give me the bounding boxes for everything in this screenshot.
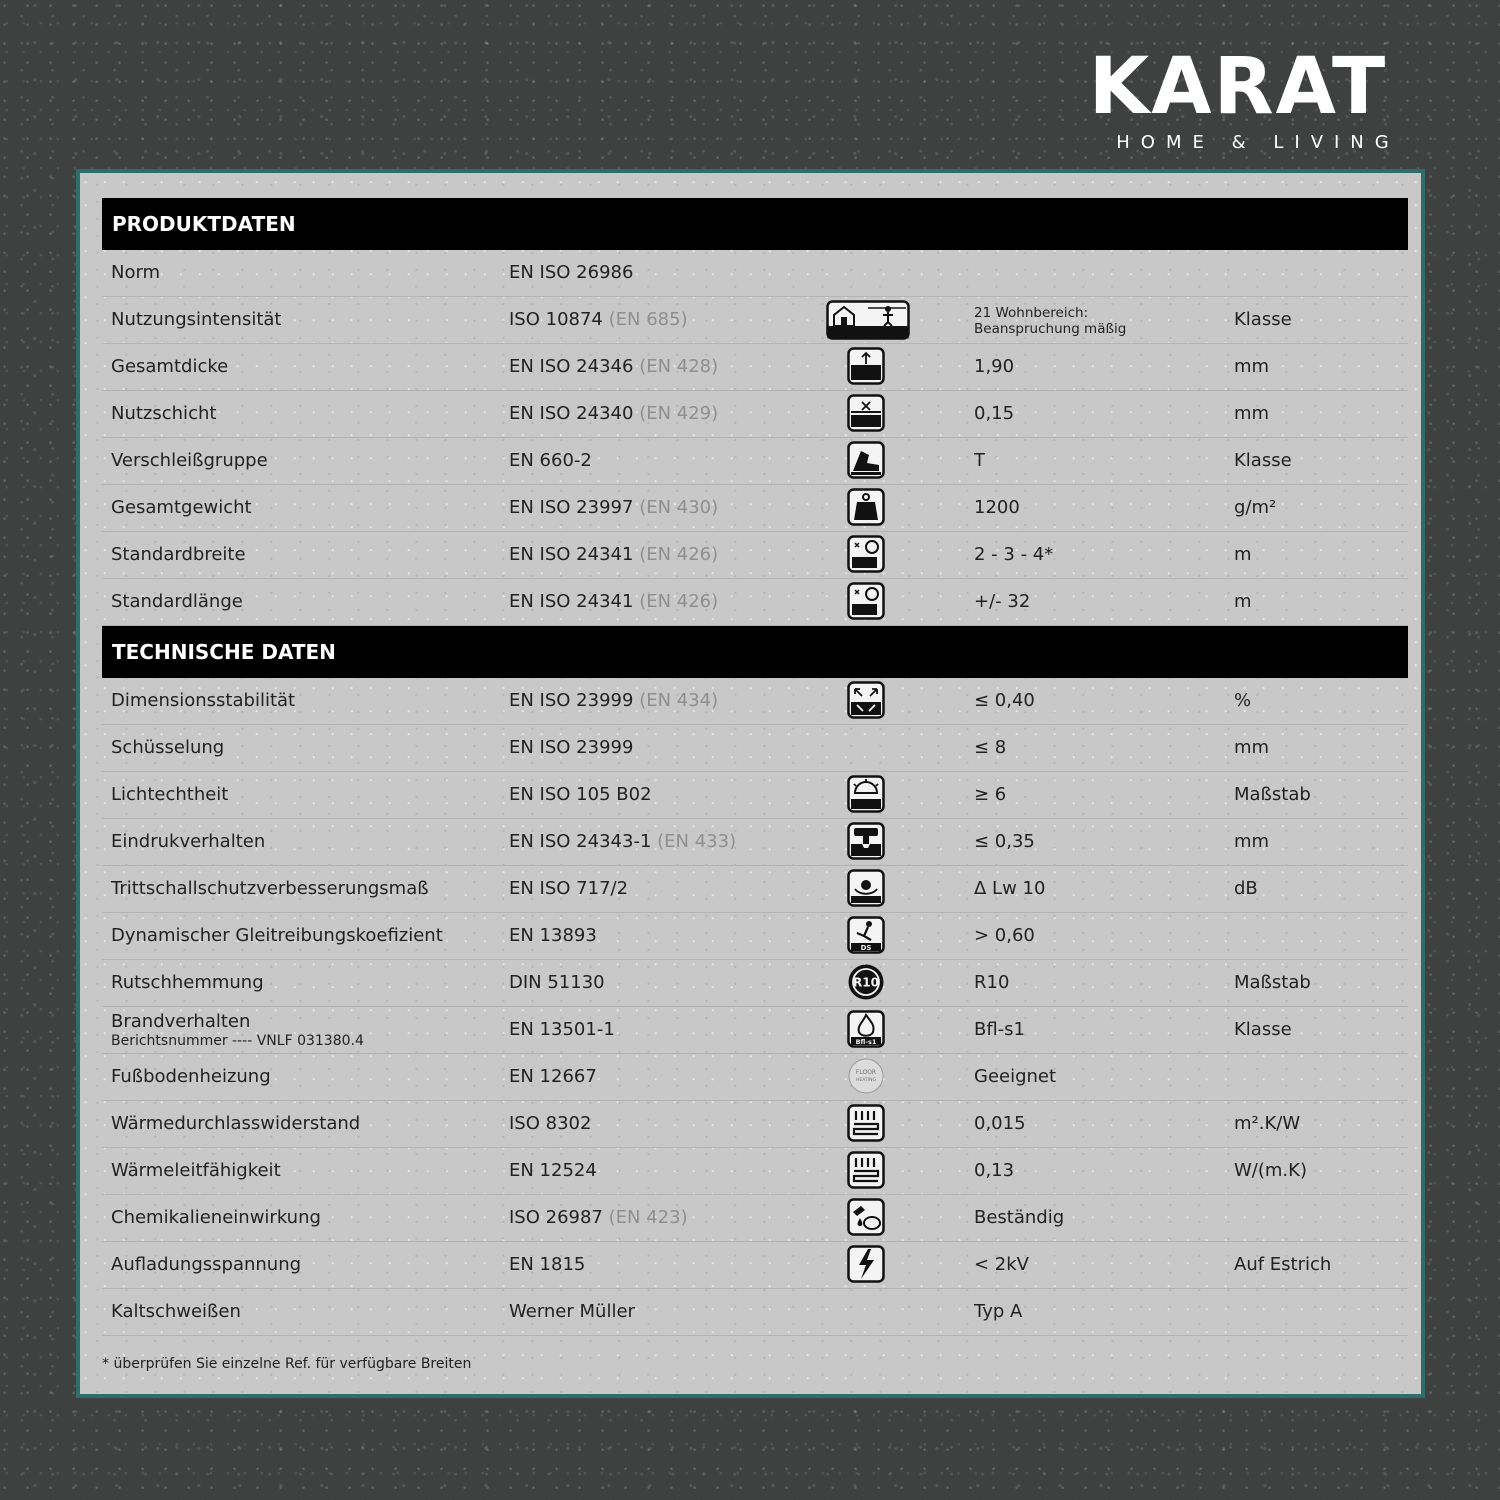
row-unit: m — [1234, 591, 1252, 612]
row-label: Nutzschicht — [111, 403, 217, 424]
row-label: Schüsselung — [111, 737, 225, 758]
brand-logo — [1028, 42, 1448, 153]
norm-primary: EN ISO 24341 — [509, 591, 634, 612]
norm-primary: EN ISO 23999 — [509, 737, 634, 758]
row-label: Norm — [111, 262, 161, 283]
row-value: T — [974, 450, 985, 471]
row-norm — [509, 438, 592, 484]
norm-alternative: (EN 685) — [608, 309, 688, 330]
row-unit: Klasse — [1234, 309, 1292, 330]
norm-primary: DIN 51130 — [509, 972, 605, 993]
row-value: Beständig — [974, 1207, 1065, 1228]
row-norm — [509, 532, 718, 578]
r10-badge-icon — [847, 963, 887, 1003]
row-value: Bfl-s1 — [974, 1019, 1026, 1040]
norm-primary: EN ISO 23997 — [509, 497, 634, 518]
row-norm — [509, 960, 605, 1006]
norm-alternative: (EN 428) — [639, 356, 719, 377]
row-value: 0,15 — [974, 403, 1015, 424]
row-label: Lichtechtheit — [111, 784, 229, 805]
norm-primary: EN 13893 — [509, 925, 597, 946]
norm-alternative: (EN 426) — [639, 591, 719, 612]
row-unit: Klasse — [1234, 450, 1292, 471]
row-norm — [509, 1054, 597, 1100]
row-label: Gesamtdicke — [111, 356, 229, 377]
footnote: * überprüfen Sie einzelne Ref. für verfügbare Breiten — [102, 1356, 472, 1372]
row-value: +/- 32 — [974, 591, 1031, 612]
norm-primary: EN ISO 23999 — [509, 690, 634, 711]
norm-primary: EN ISO 24340 — [509, 403, 634, 424]
table-row — [102, 913, 1408, 960]
row-value: 0,015 — [974, 1113, 1026, 1134]
brand-tagline: HOME & LIVING — [1116, 132, 1400, 153]
table-row — [102, 532, 1408, 579]
row-label: Standardlänge — [111, 591, 243, 612]
row-label: Wärmeleitfähigkeit — [111, 1160, 281, 1181]
row-value: 0,13 — [974, 1160, 1015, 1181]
table-row — [102, 297, 1408, 344]
row-norm — [509, 866, 628, 912]
svg-text:R10: R10 — [853, 975, 879, 990]
table-row — [102, 678, 1408, 725]
row-norm — [509, 1242, 585, 1288]
row-value: > 0,60 — [974, 925, 1035, 946]
norm-primary: ISO 26987 — [509, 1207, 603, 1228]
row-unit: mm — [1234, 356, 1270, 377]
norm-primary: EN ISO 24346 — [509, 356, 634, 377]
row-value-line1: 21 Wohnbereich: — [974, 305, 1089, 321]
slip-ds-icon — [847, 916, 887, 956]
norm-primary: ISO 10874 — [509, 309, 603, 330]
norm-primary: EN ISO 24343-1 — [509, 831, 652, 852]
row-label: Rutschhemmung — [111, 972, 264, 993]
thermal-conductivity-icon — [847, 1151, 887, 1191]
table-row — [102, 579, 1408, 626]
row-norm — [509, 485, 718, 531]
table-row — [102, 1195, 1408, 1242]
row-label: Dynamischer Gleitreibungskoefizient — [111, 925, 443, 946]
row-norm — [509, 344, 718, 390]
row-label: Chemikalieneinwirkung — [111, 1207, 321, 1228]
norm-alternative: (EN 426) — [639, 544, 719, 565]
light-fastness-icon — [847, 775, 887, 815]
norm-alternative: (EN 434) — [639, 690, 719, 711]
norm-primary: Werner Müller — [509, 1301, 635, 1322]
table-row — [102, 725, 1408, 772]
section-header-0: PRODUKTDATEN — [102, 198, 1408, 250]
row-norm — [509, 772, 652, 818]
row-value: 2 - 3 - 4* — [974, 544, 1054, 565]
row-label: Aufladungsspannung — [111, 1254, 302, 1275]
table-row — [102, 1242, 1408, 1289]
row-label: Trittschallschutzverbesserungsmaß — [111, 878, 429, 899]
row-value: 1,90 — [974, 356, 1015, 377]
wear-group-icon — [847, 441, 887, 481]
row-unit: m².K/W — [1234, 1113, 1301, 1134]
wear-layer-icon — [847, 394, 887, 434]
row-unit: mm — [1234, 403, 1270, 424]
row-unit: Maßstab — [1234, 972, 1311, 993]
row-value: Geeignet — [974, 1066, 1057, 1087]
product-data-sheet — [76, 169, 1425, 1398]
row-norm — [509, 1007, 615, 1053]
norm-primary: EN ISO 105 B02 — [509, 784, 652, 805]
row-norm — [509, 1101, 591, 1147]
row-unit: Auf Estrich — [1234, 1254, 1332, 1275]
row-unit: dB — [1234, 878, 1258, 899]
row-norm — [509, 579, 718, 625]
norm-primary: EN ISO 717/2 — [509, 878, 629, 899]
row-label: Kaltschweißen — [111, 1301, 241, 1322]
row-label: Brandverhalten — [111, 1011, 251, 1032]
row-norm — [509, 1148, 597, 1194]
indentation-icon — [847, 822, 887, 862]
row-value: Typ A — [974, 1301, 1023, 1322]
row-norm — [509, 819, 736, 865]
table-row — [102, 1289, 1408, 1336]
row-value: ≤ 0,35 — [974, 831, 1035, 852]
row-label: Verschleißgruppe — [111, 450, 268, 471]
row-norm — [509, 913, 597, 959]
row-unit: % — [1234, 690, 1252, 711]
weight-icon — [847, 488, 887, 528]
row-value: ≥ 6 — [974, 784, 1007, 805]
norm-alternative: (EN 429) — [639, 403, 719, 424]
row-sublabel: Berichtsnummer ---- VNLF 031380.4 — [111, 1033, 364, 1049]
table-row — [102, 344, 1408, 391]
row-label: Fußbodenheizung — [111, 1066, 271, 1087]
row-unit: Maßstab — [1234, 784, 1311, 805]
row-label: Standardbreite — [111, 544, 246, 565]
norm-alternative: (EN 423) — [608, 1207, 688, 1228]
row-norm — [509, 250, 633, 296]
norm-primary: ISO 8302 — [509, 1113, 592, 1134]
norm-primary: EN 660-2 — [509, 450, 592, 471]
row-norm — [509, 1195, 688, 1241]
static-charge-icon — [847, 1245, 887, 1285]
row-label: Dimensionsstabilität — [111, 690, 296, 711]
norm-alternative: (EN 433) — [657, 831, 737, 852]
row-unit: W/(m.K) — [1234, 1160, 1307, 1181]
floor-heating-icon — [847, 1057, 887, 1097]
table-row — [102, 391, 1408, 438]
row-value: < 2kV — [974, 1254, 1029, 1275]
norm-primary: EN ISO 26986 — [509, 262, 634, 283]
table-row — [102, 1007, 1408, 1054]
svg-text:Bfl-s1: Bfl-s1 — [855, 1038, 877, 1046]
table-row — [102, 960, 1408, 1007]
row-norm — [509, 391, 718, 437]
total-thickness-icon — [847, 347, 887, 387]
row-label: Gesamtgewicht — [111, 497, 252, 518]
row-value: R10 — [974, 972, 1010, 993]
row-unit: mm — [1234, 737, 1270, 758]
norm-primary: EN 13501-1 — [509, 1019, 615, 1040]
svg-text:FLOOR: FLOOR — [855, 1069, 877, 1076]
house-person-class-21-icon — [826, 300, 866, 340]
roll-width-icon — [847, 535, 887, 575]
row-unit: m — [1234, 544, 1252, 565]
row-label: Wärmedurchlasswiderstand — [111, 1113, 361, 1134]
row-norm — [509, 725, 633, 771]
norm-primary: EN 12524 — [509, 1160, 597, 1181]
table-row — [102, 438, 1408, 485]
row-unit: Klasse — [1234, 1019, 1292, 1040]
row-value: Δ Lw 10 — [974, 878, 1046, 899]
row-norm — [509, 1289, 635, 1335]
table-row — [102, 819, 1408, 866]
table-row — [102, 866, 1408, 913]
table-row — [102, 250, 1408, 297]
svg-text:HEATING: HEATING — [856, 1078, 876, 1083]
table-row — [102, 1148, 1408, 1195]
fire-bfl-s1-icon — [847, 1010, 887, 1050]
row-value: ≤ 0,40 — [974, 690, 1035, 711]
row-norm — [509, 297, 688, 343]
table-row — [102, 772, 1408, 819]
norm-primary: EN 1815 — [509, 1254, 586, 1275]
row-label: Nutzungsintensität — [111, 309, 282, 330]
norm-alternative: (EN 430) — [639, 497, 719, 518]
row-label: Eindrukverhalten — [111, 831, 266, 852]
brand-name: KARAT — [1088, 42, 1388, 132]
chemical-resistance-icon — [847, 1198, 887, 1238]
row-norm — [509, 678, 718, 724]
section-header-1: TECHNISCHE DATEN — [102, 626, 1408, 678]
svg-text:DS: DS — [860, 944, 872, 952]
norm-primary: EN ISO 24341 — [509, 544, 634, 565]
table-row — [102, 1054, 1408, 1101]
row-value — [974, 305, 1126, 337]
row-unit: mm — [1234, 831, 1270, 852]
roll-length-icon — [847, 582, 887, 622]
table-row — [102, 1101, 1408, 1148]
norm-primary: EN 12667 — [509, 1066, 597, 1087]
dimension-stability-icon — [847, 681, 887, 721]
row-value: ≤ 8 — [974, 737, 1007, 758]
thermal-resistance-icon — [847, 1104, 887, 1144]
row-value-line2: Beanspruchung mäßig — [974, 321, 1127, 337]
row-value: 1200 — [974, 497, 1020, 518]
impact-sound-icon — [847, 869, 887, 909]
row-unit: g/m² — [1234, 497, 1277, 518]
table-row — [102, 485, 1408, 532]
